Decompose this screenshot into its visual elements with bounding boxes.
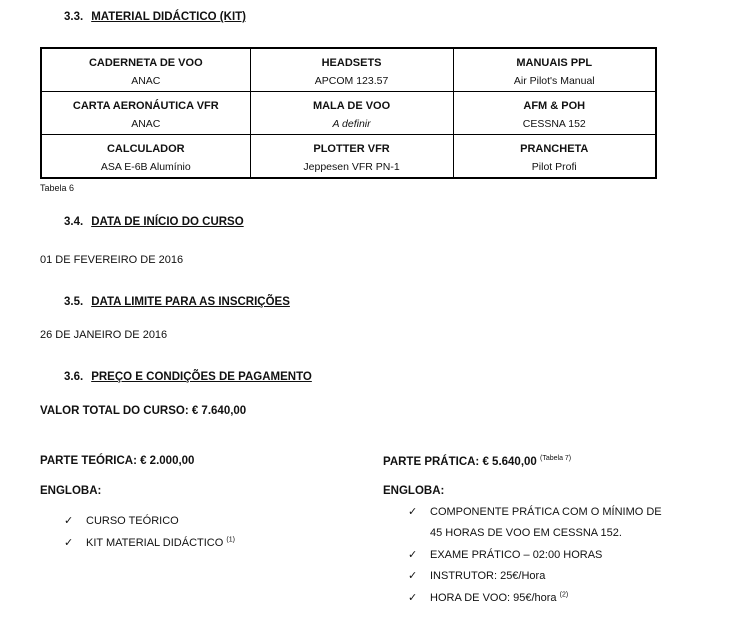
cell-header: MALA DE VOO bbox=[312, 100, 391, 112]
section-3-3-heading bbox=[64, 11, 246, 23]
checkmark-icon: ✓ bbox=[408, 506, 418, 518]
cell-value: ANAC bbox=[131, 75, 161, 87]
cell-value: Pilot Profi bbox=[531, 161, 577, 173]
section-3-5-heading bbox=[64, 296, 290, 308]
section-title: PREÇO E CONDIÇÕES DE PAGAMENTO bbox=[91, 371, 312, 383]
section-number: 3.3. bbox=[64, 11, 84, 23]
table-caption: Tabela 6 bbox=[40, 183, 75, 193]
list-item bbox=[408, 548, 602, 561]
table-cell bbox=[41, 135, 250, 179]
section-title: MATERIAL DIDÁCTICO (KIT) bbox=[91, 11, 246, 23]
practice-engloba: ENGLOBA: bbox=[383, 485, 445, 497]
list-item bbox=[408, 569, 545, 582]
table-cell bbox=[41, 92, 250, 135]
list-item-label: COMPONENTE PRÁTICA COM O MÍNIMO DE bbox=[430, 506, 662, 518]
cell-value: ASA E-6B Alumínio bbox=[100, 161, 191, 173]
registration-deadline: 26 DE JANEIRO DE 2016 bbox=[40, 329, 168, 341]
cell-header: CALCULADOR bbox=[106, 143, 185, 155]
cell-header: AFM & POH bbox=[523, 100, 586, 112]
cell-header: PRANCHETA bbox=[520, 143, 589, 155]
table-ref: (Tabela 7) bbox=[540, 455, 572, 462]
cell-header: CARTA AERONÁUTICA VFR bbox=[72, 100, 219, 112]
table-row bbox=[41, 48, 656, 92]
section-3-6-heading bbox=[64, 371, 312, 383]
list-item-continuation: 45 HORAS DE VOO EM CESSNA 152. bbox=[430, 527, 622, 539]
section-3-4-heading bbox=[64, 216, 244, 228]
cell-header: PLOTTER VFR bbox=[313, 143, 390, 155]
practice-heading bbox=[383, 455, 571, 468]
table-row bbox=[41, 92, 656, 135]
cell-header: MANUAIS PPL bbox=[516, 57, 593, 69]
checkmark-icon: ✓ bbox=[64, 537, 74, 549]
theory-heading: PARTE TEÓRICA: € 2.000,00 bbox=[40, 455, 195, 467]
table-cell bbox=[453, 92, 656, 135]
table-cell bbox=[250, 92, 453, 135]
list-item-label: INSTRUTOR: 25€/Hora bbox=[430, 570, 546, 582]
cell-value: A definir bbox=[332, 118, 371, 130]
table-cell bbox=[250, 48, 453, 92]
cell-value: Air Pilot's Manual bbox=[513, 75, 595, 87]
table-cell bbox=[250, 135, 453, 179]
list-item-label: KIT MATERIAL DIDÁCTICO bbox=[86, 537, 224, 549]
list-item bbox=[408, 591, 568, 604]
table-cell bbox=[41, 48, 250, 92]
checkmark-icon: ✓ bbox=[64, 515, 74, 527]
checkmark-icon: ✓ bbox=[408, 570, 418, 582]
list-item bbox=[408, 505, 662, 518]
theory-engloba: ENGLOBA: bbox=[40, 485, 102, 497]
course-total: VALOR TOTAL DO CURSO: € 7.640,00 bbox=[40, 405, 247, 417]
table-row bbox=[41, 135, 656, 179]
section-title: DATA LIMITE PARA AS INSCRIÇÕES bbox=[91, 296, 290, 308]
practice-heading-text: PARTE PRÁTICA: € 5.640,00 bbox=[383, 455, 537, 468]
section-title: DATA DE INÍCIO DO CURSO bbox=[91, 216, 244, 228]
table-cell bbox=[453, 48, 656, 92]
list-item-label: CURSO TEÓRICO bbox=[86, 515, 179, 527]
list-item bbox=[64, 514, 179, 527]
list-item-label: HORA DE VOO: 95€/hora bbox=[430, 592, 557, 604]
checkmark-icon: ✓ bbox=[408, 592, 418, 604]
cell-value: ANAC bbox=[131, 118, 161, 130]
footnote-ref: (2) bbox=[559, 591, 569, 599]
cell-value: Jeppesen VFR PN-1 bbox=[303, 161, 400, 173]
kit-table bbox=[40, 47, 657, 179]
start-date: 01 DE FEVEREIRO DE 2016 bbox=[40, 254, 184, 266]
list-item-label: EXAME PRÁTICO – 02:00 HORAS bbox=[430, 549, 603, 561]
list-item bbox=[64, 536, 235, 549]
section-number: 3.5. bbox=[64, 296, 84, 308]
cell-header: CADERNETA DE VOO bbox=[88, 57, 203, 69]
cell-header: HEADSETS bbox=[321, 57, 382, 69]
section-number: 3.6. bbox=[64, 371, 84, 383]
section-number: 3.4. bbox=[64, 216, 84, 228]
cell-value: APCOM 123.57 bbox=[314, 75, 389, 87]
table-cell bbox=[453, 135, 656, 179]
checkmark-icon: ✓ bbox=[408, 549, 418, 561]
footnote-ref: (1) bbox=[226, 536, 235, 544]
cell-value: CESSNA 152 bbox=[522, 118, 586, 130]
